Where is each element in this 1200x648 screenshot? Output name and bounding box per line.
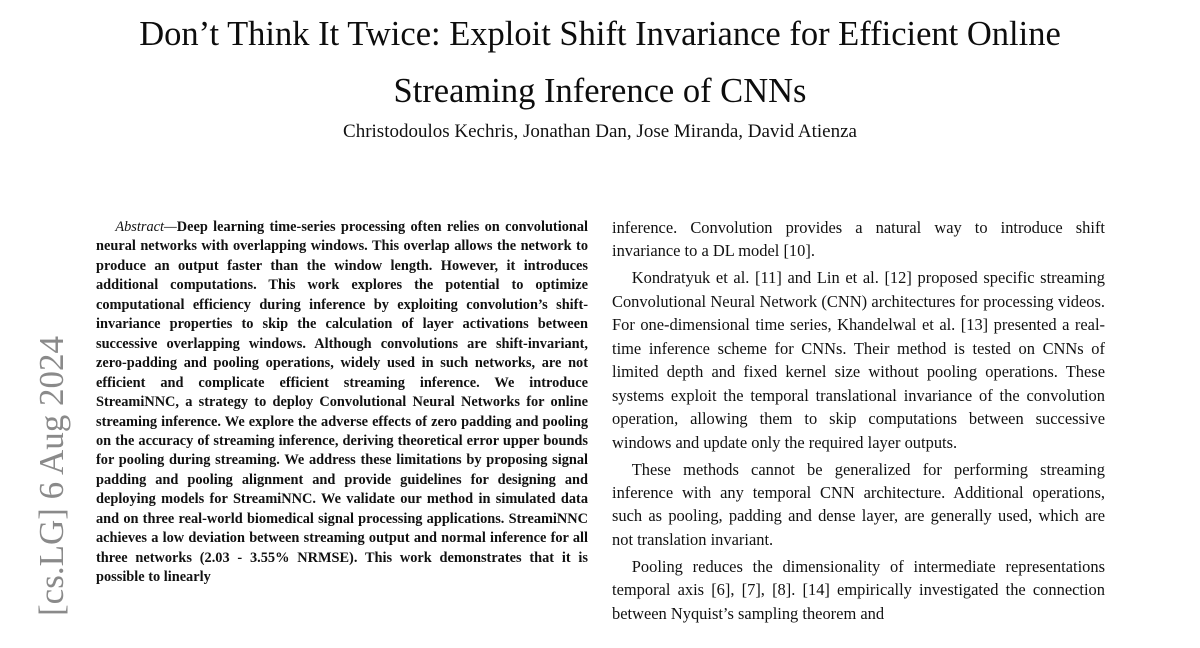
paragraph: Kondratyuk et al. [11] and Lin et al. [12] proposed specific streaming Convolutional Neural Network (CNN) architectures for processing videos. For one-dimensional time series, Khandelwal et al. [13] presented a real-time inference scheme for CNNs. Their method is tested on CNNs of limited depth and fixed kernel size without pooling operations. These systems exploit the temporal translational invariance of the convolution operation, allowing them to skip computations between successive windows and update only the required layer outputs. xyxy=(612,268,1105,452)
abstract xyxy=(96,218,588,588)
arxiv-stamp: [cs.LG] 6 Aug 2024 xyxy=(32,336,71,616)
abstract-label: Abstract— xyxy=(115,219,177,235)
author-list: Christodoulos Kechris, Jonathan Dan, Jose Miranda, David Atienza xyxy=(343,121,857,142)
title-line-2: Streaming Inference of CNNs xyxy=(393,72,807,110)
paper-title xyxy=(60,6,1140,120)
title-line-1: Don’t Think It Twice: Exploit Shift Invariance for Efficient Online xyxy=(139,15,1061,53)
paragraph: These methods cannot be generalized for performing streaming inference with any temporal CNN architecture. Additional operations, such as pooling, padding and dense layer, are generally used, which are not translation invariant. xyxy=(612,459,1105,549)
abstract-text: Deep learning time-series processing often relies on convolutional neural networks with overlapping windows. This overlap allows the network to produce an output faster than the window length. However, it introduces additional computations. This work explores the potential to optimize computational efficiency during inference by exploiting convolution’s shift-invariance properties to skip the calculation of layer activations between successive overlapping windows. Although convolutions are shift-invariant, zero-padding and pooling operations, widely used in such networks, are not efficient and complicate efficient streaming inference. We introduce StreamiNNC, a strategy to deploy Convolutional Neural Networks for online streaming inference. We explore the adverse effects of zero padding and pooling on the accuracy of streaming inference, deriving theoretical error upper bounds for pooling during streaming. We address these limitations by proposing signal padding and pooling alignment and provide guidelines for designing and deploying models for StreamiNNC. We validate our method in simulated data and on three real-world biomedical signal processing applications. StreamiNNC achieves a low deviation between streaming output and normal inference for all three networks (2.03 - 3.55% NRMSE). This work demonstrates that it is possible to linearly xyxy=(96,219,588,586)
right-column xyxy=(612,216,1105,629)
paragraph: inference. Convolution provides a natural way to introduce shift invariance to a DL model [10]. xyxy=(612,218,1105,261)
paragraph: Pooling reduces the dimensionality of intermediate representations temporal axis [6], [7], [8]. [14] empirically investigated the connection between Nyquist’s sampling theorem and xyxy=(612,556,1105,623)
